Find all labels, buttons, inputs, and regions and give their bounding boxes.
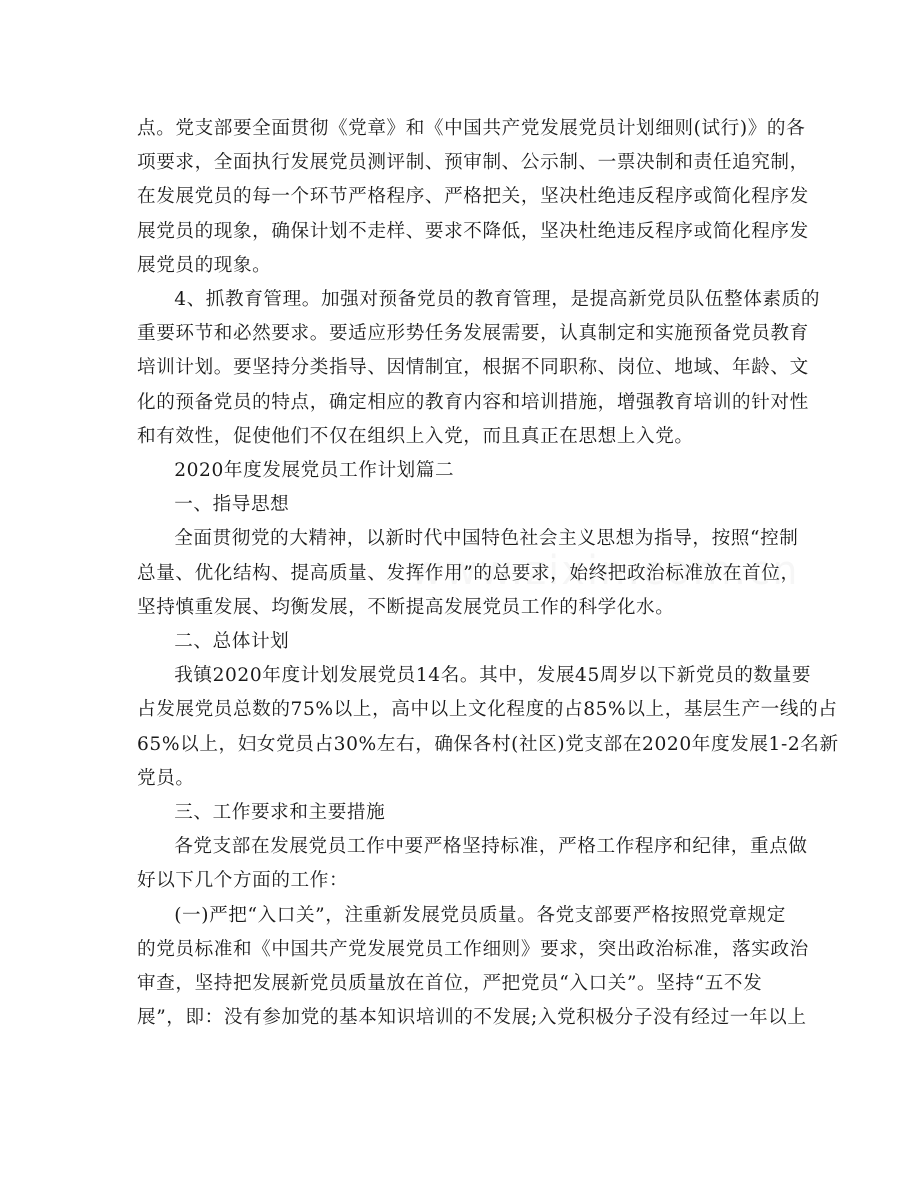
paragraph [137, 454, 777, 488]
text-line: 党员。 [137, 767, 195, 789]
paragraph [137, 488, 777, 522]
text-line: 的党员标准和《中国共产党发展党员工作细则》要求，突出政治标准，落实政治 [137, 938, 809, 960]
text-line: 化的预备党员的特点，确定相应的教育内容和培训措施，增强教育培训的针对性 [137, 391, 809, 413]
paragraph [137, 659, 839, 796]
text-line: 65%以上，妇女党员占30%左右，确保各村(社区)党支部在2020年度发展1-2名新 [137, 733, 839, 755]
paragraph [137, 796, 777, 830]
text-line: 三、工作要求和主要措施 [174, 802, 386, 824]
paragraph [137, 830, 808, 898]
paragraph [137, 522, 800, 625]
text-line: 占发展党员总数的75%以上，高中以上文化程度的占85%以上，基层生产一线的占 [137, 699, 838, 721]
paragraph [137, 112, 809, 283]
text-line: 展党员的现象，确保计划不走样、要求不降低，坚决杜绝违反程序或简化程序发 [137, 220, 809, 242]
text-line: 在发展党员的每一个环节严格程序、严格把关，坚决杜绝违反程序或简化程序发 [137, 186, 809, 208]
text-line: 总量、优化结构、提高质量、发挥作用”的总要求，始终把政治标准放在首位， [137, 562, 800, 584]
text-line: 二、总体计划 [174, 631, 290, 653]
text-line: 一、指导思想 [174, 494, 290, 516]
text-line: 项要求，全面执行发展党员测评制、预审制、公示制、一票决制和责任追究制， [137, 152, 809, 174]
document-body [137, 112, 839, 1035]
text-line: (一)严把“入口关”，注重新发展党员质量。各党支部要严格按照党章规定 [174, 904, 786, 926]
text-line: 各党支部在发展党员工作中要严格坚持标准，严格工作程序和纪律，重点做 [174, 836, 808, 858]
text-line: 4、抓教育管理。加强对预备党员的教育管理，是提高新党员队伍整体素质的 [174, 289, 821, 311]
text-line: 重要环节和必然要求。要适应形势任务发展需要，认真制定和实施预备党员教育 [137, 323, 809, 345]
text-line: 培训计划。要坚持分类指导、因情制宜，根据不同职称、岗位、地域、年龄、文 [137, 357, 809, 379]
text-line: 展”，即：没有参加党的基本知识培训的不发展;入党积极分子没有经过一年以上 [137, 1007, 807, 1029]
text-line: 点。党支部要全面贯彻《党章》和《中国共产党发展党员计划细则(试行)》的各 [137, 118, 806, 139]
text-line: 展党员的现象。 [137, 254, 272, 276]
text-line: 和有效性，促使他们不仅在组织上入党，而且真正在思想上入党。 [137, 425, 694, 447]
text-line: 我镇2020年度计划发展党员14名。其中，发展45周岁以下新党员的数量要 [174, 665, 812, 687]
paragraph [137, 283, 821, 454]
paragraph [137, 899, 809, 1036]
text-line: 好以下几个方面的工作： [137, 870, 349, 892]
text-line: 2020年度发展党员工作计划篇二 [174, 460, 455, 482]
paragraph [137, 625, 777, 659]
text-line: 审查，坚持把发展新党员质量放在首位，严把党员“入口关”。坚持“五不发 [137, 973, 763, 995]
text-line: 坚持慎重发展、均衡发展，不断提高发展党员工作的科学化水。 [137, 596, 675, 618]
text-line: 全面贯彻党的大精神，以新时代中国特色社会主义思想为指导，按照“控制 [174, 528, 799, 550]
